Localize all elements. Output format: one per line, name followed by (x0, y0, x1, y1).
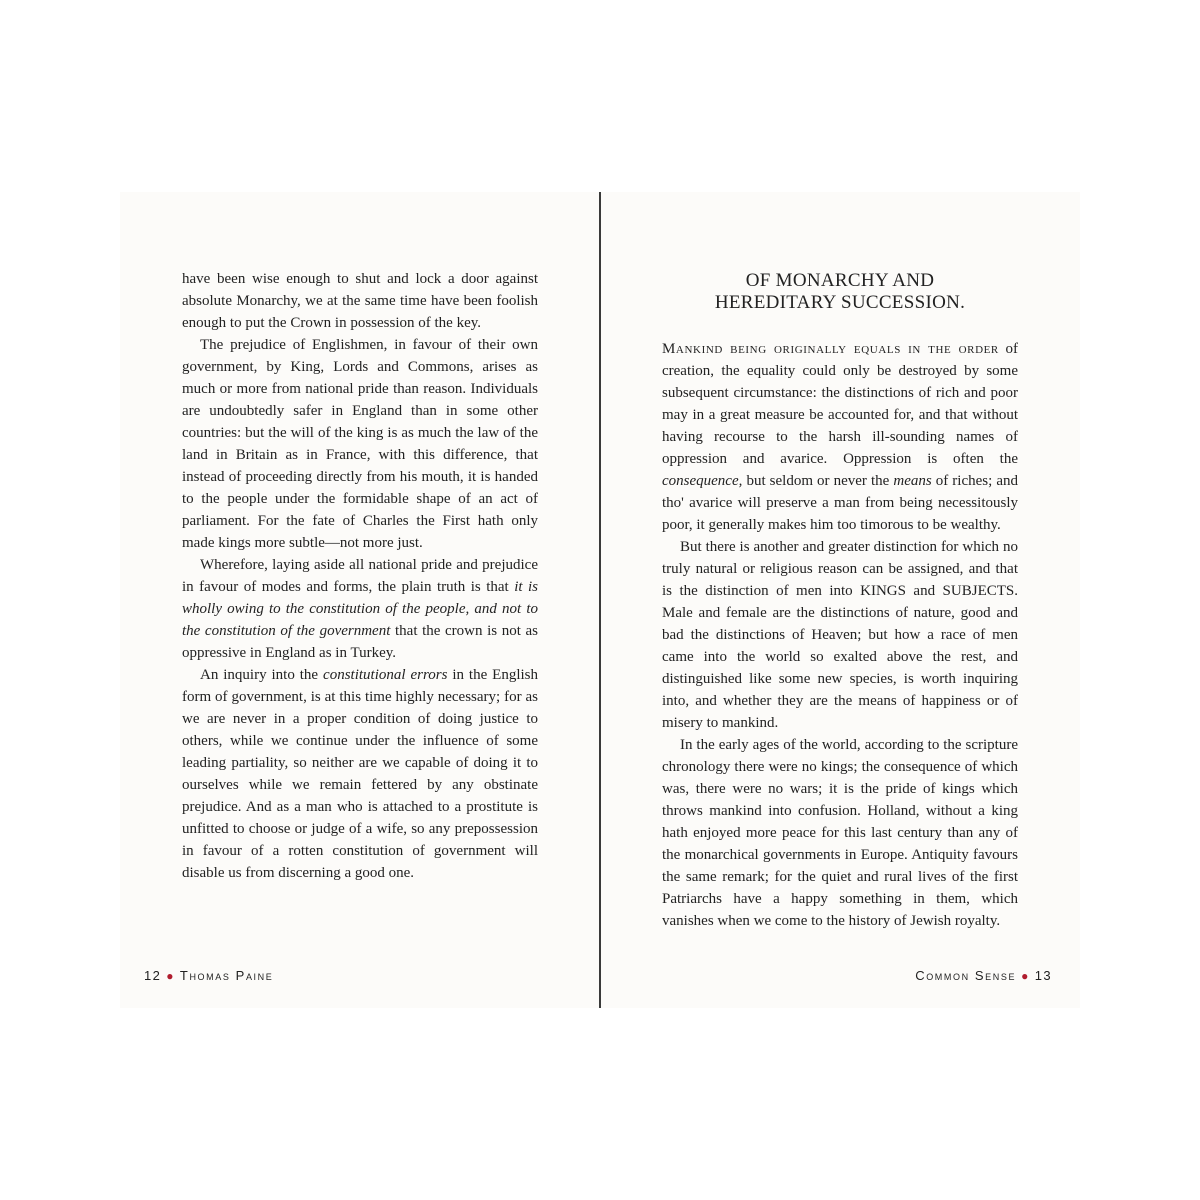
left-running-head: Thomas Paine (179, 968, 274, 983)
left-paragraph-2 (182, 334, 538, 554)
right-running-head: Common Sense (915, 968, 1017, 983)
italic-run: consequence, (662, 473, 743, 489)
opening-smallcaps-run: Mankind being originally equals in the order (662, 341, 999, 357)
text-run: The prejudice of Englishmen, in favour of their own government, by King, Lords and Commons, arises as much or more from national pride than reason. Individuals are undoubtedly safer in England than in some other countries: but the will of the king is as much the law of the land in Britain as in France, with this difference, that instead of proceeding directly from his mouth, it is handed to the people under the formidable shape of an act of parliament. For the fate of Charles the First hath only made kings more subtle—not more just. (182, 337, 538, 551)
text-run: Wherefore, laying aside all national pride and prejudice in favour of modes and forms, the plain truth is that (182, 557, 538, 595)
chapter-title-line-1: OF MONARCHY AND (745, 270, 935, 291)
left-paragraph-4 (182, 664, 538, 884)
right-paragraph-2 (662, 536, 1018, 734)
left-paragraph-1 (182, 268, 538, 334)
text-run: In the early ages of the world, according to the scripture chronology there were no kings; the consequence of which was, there were no wars; it is the pride of kings which throws mankind into confusion. Holland, without a king hath enjoyed more peace for this last century than any of the monarchical governments in Europe. Antiquity favours the same remark; for the quiet and rural lives of the first Patriarchs have a happy something in them, which vanishes when we come to the history of Jewish royalty. (662, 737, 1018, 929)
italic-run: means (893, 473, 932, 489)
right-page-number: 13 (1034, 968, 1052, 983)
left-page-folio (144, 968, 273, 983)
text-run: that the crown is not as oppressive in England as in Turkey. (182, 623, 538, 661)
gutter-divider (599, 192, 601, 1008)
text-run: have been wise enough to shut and lock a door against absolute Monarchy, we at the same time have been foolish enough to put the Crown in possession of the key. (182, 271, 538, 331)
italic-run: constitutional errors (323, 667, 448, 683)
folio-bullet-icon: ● (166, 969, 175, 983)
book-spread (120, 192, 1080, 1008)
chapter-title (662, 270, 1018, 314)
right-paragraph-3 (662, 734, 1018, 932)
left-page-number: 12 (144, 968, 162, 983)
folio-bullet-icon: ● (1021, 969, 1030, 983)
right-paragraph-1 (662, 338, 1018, 536)
italic-run: it is wholly owing to the constitution of the people, and not to the constitution of the government (182, 579, 538, 639)
right-page-body (662, 338, 1018, 932)
left-paragraph-3 (182, 554, 538, 664)
text-run: in the English form of government, is at this time highly necessary; for as we are never in a proper condition of doing justice to others, while we continue under the influence of some leading partiality, so neither are we capable of doing it to ourselves while we remain fettered by any obstinate prejudice. And as a man who is attached to a prostitute is unfitted to choose or judge of a wife, so any prepossession in favour of a rotten constitution of government will disable us from discerning a good one. (182, 667, 539, 881)
text-run: But there is another and greater distinction for which no truly natural or religious reason can be assigned, and that is the distinction of men into KINGS and SUBJECTS. Male and female are the distinctions of nature, good and bad the distinctions of Heaven; but how a race of men came into the world so exalted above the rest, and distinguished like some new species, is worth inquiring into, and whether they are the means of happiness or of misery to mankind. (662, 539, 1018, 731)
text-run: but seldom or never the (742, 473, 894, 489)
left-page-body (182, 268, 538, 884)
right-page-folio (915, 968, 1052, 983)
chapter-title-line-2: HEREDITARY SUCCESSION. (714, 292, 966, 313)
text-run: An inquiry into the (200, 667, 324, 683)
text-run: of riches; and tho' avarice will preserve a man from being necessitously poor, it generally makes him too timorous to be wealthy. (662, 473, 1018, 533)
text-run: of creation, the equality could only be destroyed by some subsequent circumstance: the distinctions of rich and poor may in a great measure be accounted for, and that without having recourse to the harsh ill-sounding names of oppression and avarice. Oppression is often the (662, 341, 1018, 467)
